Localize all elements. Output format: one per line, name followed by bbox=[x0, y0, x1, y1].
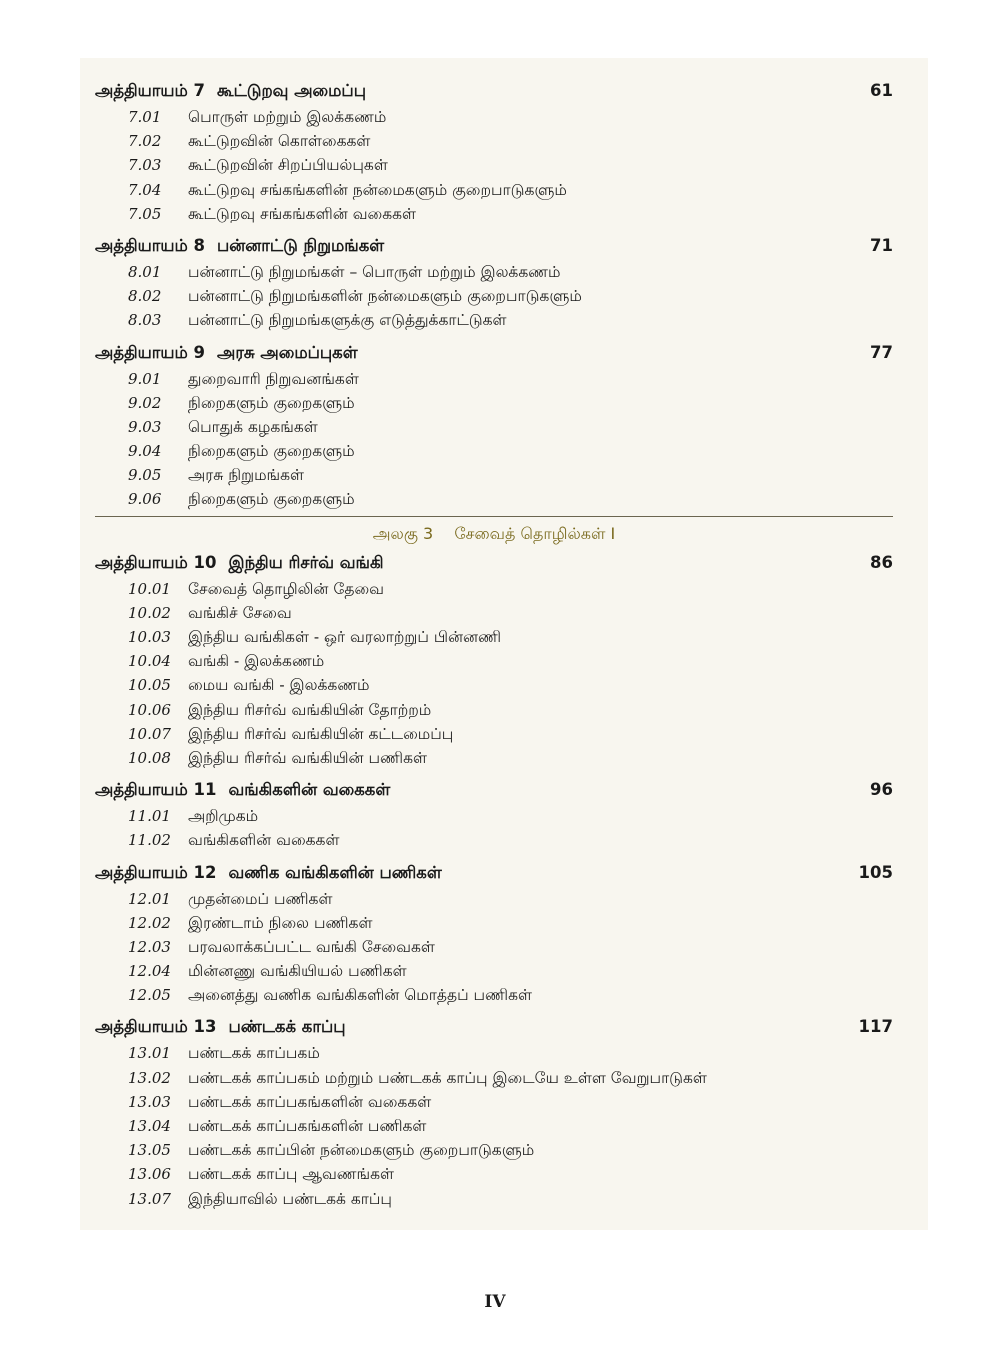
section-number: 12.02 bbox=[128, 913, 171, 932]
section-row bbox=[95, 391, 893, 415]
section-title: பன்னாட்டு நிறுமங்களுக்கு எடுத்துக்காட்டுகள் bbox=[188, 311, 507, 330]
chapter-heading bbox=[95, 77, 893, 105]
section-row bbox=[95, 308, 893, 332]
section-number: 12.01 bbox=[128, 889, 171, 908]
chapter-page-number: 61 bbox=[870, 81, 893, 100]
section-number: 8.01 bbox=[128, 262, 162, 281]
chapter bbox=[95, 339, 893, 512]
chapter bbox=[95, 549, 893, 771]
section-number: 10.04 bbox=[128, 652, 171, 671]
section-title: கூட்டுறவு சங்கங்களின் நன்மைகளும் குறைபாடுகளும் bbox=[188, 180, 567, 199]
section-title: நிறைகளும் குறைகளும் bbox=[188, 490, 355, 509]
chapter-name: கூட்டுறவு அமைப்பு bbox=[217, 81, 366, 100]
section-title: நிறைகளும் குறைகளும் bbox=[188, 442, 355, 461]
section-title: பொருள் மற்றும் இலக்கணம் bbox=[188, 108, 387, 126]
chapter-heading bbox=[95, 232, 893, 260]
chapter-heading bbox=[95, 859, 893, 887]
section-row bbox=[95, 260, 893, 284]
section-row bbox=[95, 828, 893, 852]
section-row bbox=[95, 202, 893, 226]
chapter-label: அத்தியாயம் 7 bbox=[95, 81, 206, 100]
page-number: IV bbox=[484, 1292, 506, 1312]
section-number: 13.02 bbox=[128, 1068, 171, 1087]
section-row bbox=[95, 746, 893, 770]
chapter-page-number: 117 bbox=[858, 1017, 893, 1037]
chapter-name: வங்கிகளின் வகைகள் bbox=[228, 780, 391, 800]
section-row bbox=[95, 887, 893, 911]
chapter-heading bbox=[95, 776, 893, 804]
section-row bbox=[95, 577, 893, 601]
section-number: 9.06 bbox=[128, 490, 162, 509]
chapter-label: அத்தியாயம் 8 bbox=[95, 235, 206, 255]
section-title: இரண்டாம் நிலை பணிகள் bbox=[188, 913, 373, 932]
section-number: 12.04 bbox=[128, 962, 171, 981]
section-row bbox=[95, 1090, 893, 1114]
chapter-label: அத்தியாயம் 9 bbox=[95, 342, 206, 362]
section-row bbox=[95, 284, 893, 308]
section-title: வங்கிச் சேவை bbox=[188, 603, 292, 622]
section-row bbox=[95, 1041, 893, 1065]
section-number: 9.02 bbox=[128, 393, 162, 412]
section-title: பண்டகக் காப்பகங்களின் பணிகள் bbox=[188, 1117, 427, 1135]
section-row bbox=[95, 129, 893, 153]
section-number: 10.06 bbox=[128, 700, 171, 719]
section-row bbox=[95, 1138, 893, 1162]
chapter-heading-left bbox=[95, 1013, 358, 1041]
chapter-group-b bbox=[95, 549, 893, 1211]
section-title: இந்தியாவில் பண்டகக் காப்பு bbox=[188, 1189, 392, 1208]
section-row bbox=[95, 911, 893, 935]
chapter-name: பன்னாட்டு நிறுமங்கள் bbox=[217, 235, 385, 255]
section-title: அரசு நிறுமங்கள் bbox=[188, 466, 305, 485]
chapter-heading-left bbox=[95, 232, 396, 260]
chapter-label: அத்தியாயம் 13 bbox=[95, 1017, 217, 1037]
chapter-heading-left bbox=[95, 549, 396, 577]
section-row bbox=[95, 1066, 893, 1090]
chapter bbox=[95, 1013, 893, 1210]
section-title: நிறைகளும் குறைகளும் bbox=[188, 393, 355, 412]
section-title: கூட்டுறவின் சிறப்பியல்புகள் bbox=[188, 156, 388, 175]
section-row bbox=[95, 463, 893, 487]
chapter-label: அத்தியாயம் 11 bbox=[95, 780, 217, 800]
table-of-contents bbox=[95, 77, 893, 1211]
chapter-heading-left bbox=[95, 859, 454, 887]
section-number: 13.06 bbox=[128, 1165, 171, 1184]
chapter bbox=[95, 77, 893, 226]
section-title: துறைவாரி நிறுவனங்கள் bbox=[188, 369, 359, 388]
section-title: முதன்மைப் பணிகள் bbox=[188, 889, 333, 908]
section-number: 10.01 bbox=[128, 579, 171, 598]
section-number: 13.07 bbox=[128, 1189, 171, 1208]
chapter-page-number: 105 bbox=[858, 862, 893, 882]
section-number: 13.01 bbox=[128, 1044, 171, 1063]
section-number: 8.03 bbox=[128, 311, 162, 330]
section-number: 12.03 bbox=[128, 937, 171, 956]
section-title: மைய வங்கி - இலக்கணம் bbox=[188, 676, 370, 695]
section-row bbox=[95, 673, 893, 697]
section-row bbox=[95, 1162, 893, 1186]
section-row bbox=[95, 804, 893, 828]
section-row bbox=[95, 487, 893, 511]
section-row bbox=[95, 105, 893, 129]
section-row bbox=[95, 178, 893, 202]
chapter-heading bbox=[95, 1013, 893, 1041]
section-title: பொதுக் கழகங்கள் bbox=[188, 417, 318, 436]
chapter-name: இந்திய ரிசர்வ் வங்கி bbox=[228, 552, 384, 572]
chapter-label: அத்தியாயம் 10 bbox=[95, 552, 217, 572]
chapter-heading-left bbox=[95, 776, 402, 804]
section-number: 9.03 bbox=[128, 417, 162, 436]
section-number: 7.05 bbox=[128, 204, 162, 223]
section-number: 10.05 bbox=[128, 676, 171, 695]
chapter bbox=[95, 232, 893, 333]
section-title: இந்திய ரிசர்வ் வங்கியின் பணிகள் bbox=[188, 748, 428, 767]
unit-heading bbox=[95, 516, 893, 549]
section-row bbox=[95, 625, 893, 649]
chapter-heading-left bbox=[95, 77, 378, 105]
section-number: 13.03 bbox=[128, 1092, 171, 1111]
chapter-name: பண்டகக் காப்பு bbox=[228, 1017, 346, 1037]
section-number: 9.04 bbox=[128, 442, 162, 461]
section-row bbox=[95, 153, 893, 177]
section-number: 13.04 bbox=[128, 1117, 171, 1135]
section-title: பன்னாட்டு நிறுமங்களின் நன்மைகளும் குறைபாடுகளும் bbox=[188, 287, 582, 306]
section-title: பண்டகக் காப்பகங்களின் வகைகள் bbox=[188, 1092, 432, 1111]
section-number: 7.04 bbox=[128, 180, 162, 199]
section-title: வங்கி - இலக்கணம் bbox=[188, 652, 325, 671]
chapter bbox=[95, 859, 893, 1008]
chapter-page-number: 71 bbox=[870, 235, 893, 255]
section-title: பண்டகக் காப்பகம் bbox=[188, 1044, 320, 1063]
section-row bbox=[95, 698, 893, 722]
section-title: இந்திய ரிசர்வ் வங்கியின் தோற்றம் bbox=[188, 700, 432, 719]
section-number: 8.02 bbox=[128, 287, 162, 306]
chapter-heading bbox=[95, 339, 893, 367]
section-row bbox=[95, 415, 893, 439]
chapter-heading bbox=[95, 549, 893, 577]
section-number: 10.03 bbox=[128, 628, 171, 646]
section-row bbox=[95, 959, 893, 983]
section-number: 12.05 bbox=[128, 986, 171, 1005]
section-title: பண்டகக் காப்பு ஆவணங்கள் bbox=[188, 1165, 394, 1184]
chapter-name: வணிக வங்கிகளின் பணிகள் bbox=[228, 862, 442, 882]
section-title: இந்திய ரிசர்வ் வங்கியின் கட்டமைப்பு bbox=[188, 724, 454, 743]
section-title: இந்திய வங்கிகள் - ஒர் வரலாற்றுப் பின்னணி bbox=[188, 628, 502, 646]
section-title: மின்னணு வங்கியியல் பணிகள் bbox=[188, 962, 407, 981]
section-number: 10.07 bbox=[128, 724, 171, 743]
section-title: பண்டகக் காப்பின் நன்மைகளும் குறைபாடுகளும் bbox=[188, 1141, 535, 1160]
section-title: சேவைத் தொழிலின் தேவை bbox=[188, 579, 384, 598]
section-number: 7.01 bbox=[128, 108, 162, 126]
section-title: பண்டகக் காப்பகம் மற்றும் பண்டகக் காப்பு இடையே உள்ள வேறுபாடுகள் bbox=[188, 1068, 707, 1087]
section-title: பன்னாட்டு நிறுமங்கள் – பொருள் மற்றும் இலக்கணம் bbox=[188, 262, 561, 281]
section-title: அனைத்து வணிக வங்கிகளின் மொத்தப் பணிகள் bbox=[188, 986, 533, 1005]
chapter-page-number: 77 bbox=[870, 342, 893, 362]
section-number: 7.02 bbox=[128, 132, 162, 151]
unit-name: சேவைத் தொழில்கள் I bbox=[454, 523, 616, 543]
section-row bbox=[95, 722, 893, 746]
section-number: 10.08 bbox=[128, 748, 171, 767]
unit-label: அலகு 3 bbox=[372, 523, 434, 543]
section-number: 11.01 bbox=[128, 807, 171, 826]
section-row bbox=[95, 601, 893, 625]
section-title: கூட்டுறவு சங்கங்களின் வகைகள் bbox=[188, 204, 417, 223]
section-number: 9.05 bbox=[128, 466, 162, 485]
chapter-page-number: 96 bbox=[870, 780, 893, 800]
section-title: கூட்டுறவின் கொள்கைகள் bbox=[188, 132, 371, 151]
section-number: 9.01 bbox=[128, 369, 162, 388]
section-title: அறிமுகம் bbox=[188, 807, 259, 826]
section-number: 13.05 bbox=[128, 1141, 171, 1160]
section-row bbox=[95, 367, 893, 391]
chapter bbox=[95, 776, 893, 852]
section-row bbox=[95, 649, 893, 673]
section-number: 10.02 bbox=[128, 603, 171, 622]
section-title: வங்கிகளின் வகைகள் bbox=[188, 831, 340, 850]
section-row bbox=[95, 935, 893, 959]
section-number: 11.02 bbox=[128, 831, 171, 850]
chapter-heading-left bbox=[95, 339, 370, 367]
chapter-page-number: 86 bbox=[870, 552, 893, 572]
section-title: பரவலாக்கப்பட்ட வங்கி சேவைகள் bbox=[188, 937, 435, 956]
chapter-label: அத்தியாயம் 12 bbox=[95, 862, 217, 882]
section-number: 7.03 bbox=[128, 156, 162, 175]
section-row bbox=[95, 1187, 893, 1211]
section-row bbox=[95, 983, 893, 1007]
section-row bbox=[95, 1114, 893, 1138]
chapter-group-a bbox=[95, 77, 893, 512]
chapter-name: அரசு அமைப்புகள் bbox=[217, 342, 358, 362]
section-row bbox=[95, 439, 893, 463]
